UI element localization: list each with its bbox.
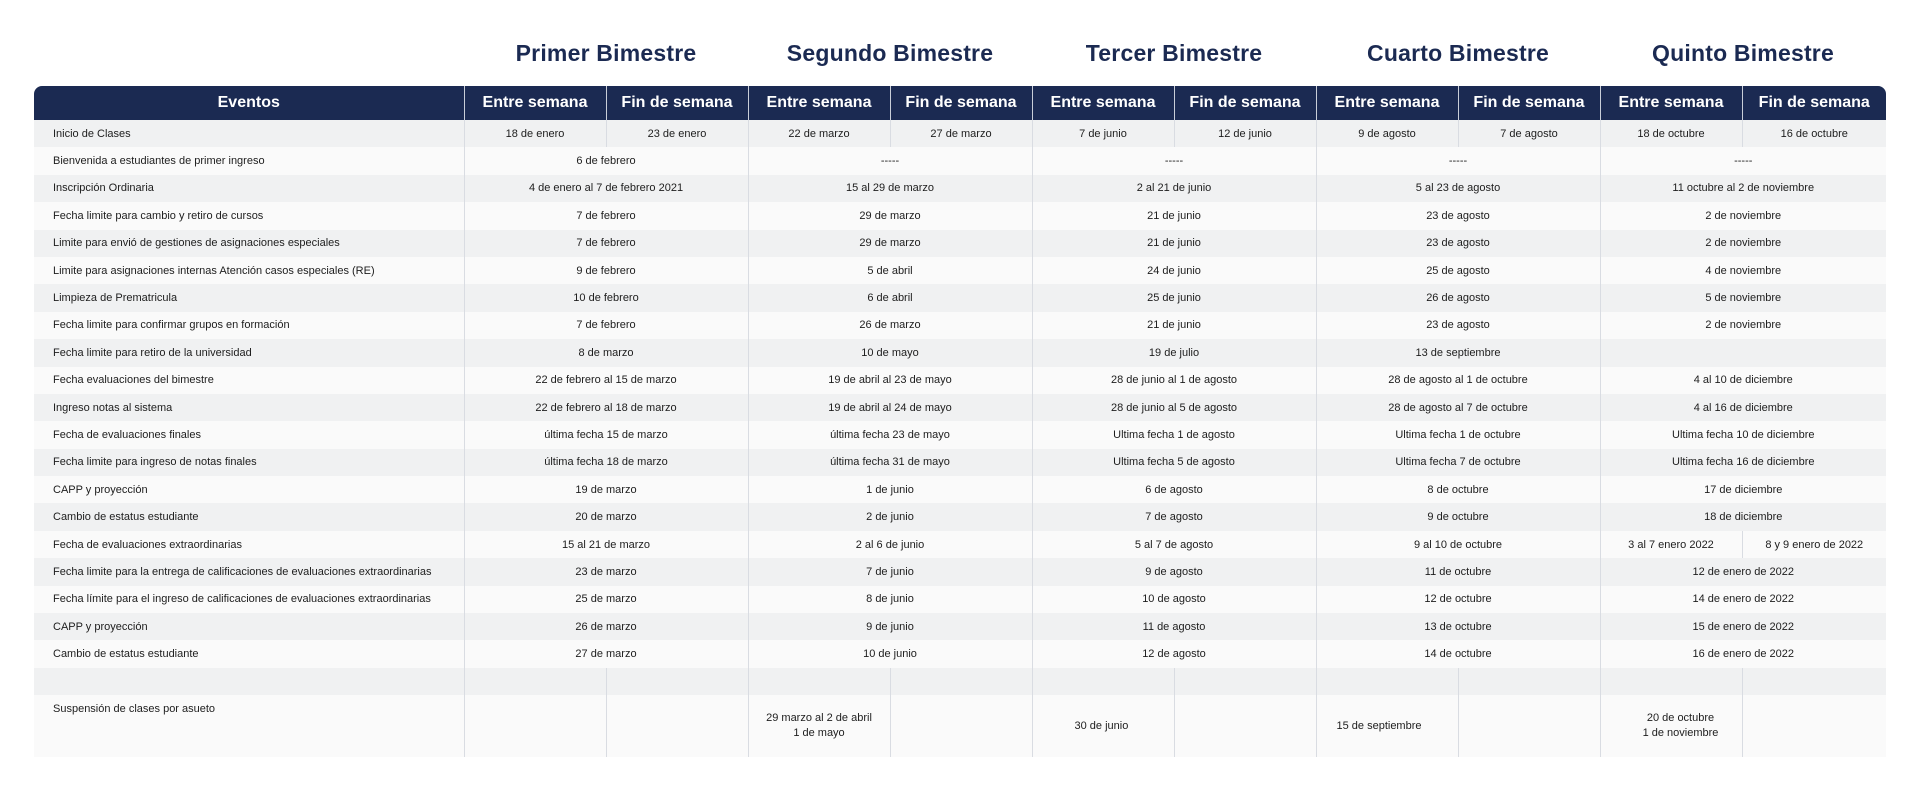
- event-label: Bienvenida a estudiantes de primer ingreso: [34, 147, 464, 174]
- empty-cell: [890, 668, 1032, 695]
- empty-cell: [1742, 668, 1886, 695]
- date-cell: 7 de febrero: [464, 230, 748, 257]
- date-cell: 11 de octubre: [1316, 558, 1600, 585]
- empty-cell: [1458, 668, 1600, 695]
- bimestre-title-1: Primer Bimestre: [515, 40, 697, 66]
- bimestre-title-3: Tercer Bimestre: [1085, 40, 1263, 66]
- suspension-row: [34, 695, 1886, 757]
- header-entre-semana: Entre semana: [1032, 86, 1174, 120]
- empty-cell: [464, 668, 606, 695]
- date-cell: 21 de junio: [1032, 202, 1316, 229]
- table-row: [34, 449, 1886, 476]
- empty-cell: [606, 695, 748, 757]
- date-cell: 28 de agosto al 1 de octubre: [1316, 367, 1600, 394]
- date-cell: 7 de febrero: [464, 202, 748, 229]
- date-cell: 15 de enero de 2022: [1600, 613, 1886, 640]
- date-cell: 28 de agosto al 7 de octubre: [1316, 394, 1600, 421]
- date-cell: 29 de marzo: [748, 230, 1032, 257]
- empty-cell: [34, 668, 464, 695]
- table-row: [34, 312, 1886, 339]
- empty-cell: [890, 695, 1032, 757]
- table-row: [34, 421, 1886, 448]
- empty-cell: [606, 668, 748, 695]
- date-cell: 10 de mayo: [748, 339, 1032, 366]
- date-cell: 17 de diciembre: [1600, 476, 1886, 503]
- table-row: [34, 558, 1886, 585]
- event-label: Limpieza de Prematricula: [34, 284, 464, 311]
- table-row: [34, 640, 1886, 667]
- table-row: [34, 394, 1886, 421]
- event-label: Fecha limite para retiro de la universidad: [34, 339, 464, 366]
- date-cell: 11 de agosto: [1032, 613, 1316, 640]
- date-cell: 21 de junio: [1032, 230, 1316, 257]
- table-row: [34, 503, 1886, 530]
- date-cell: 9 de agosto: [1032, 558, 1316, 585]
- date-cell: [1600, 695, 1742, 757]
- date-cell: 23 de enero: [606, 120, 748, 147]
- bimestre-title-5: Quinto Bimestre: [1652, 40, 1834, 66]
- table-row: [34, 284, 1886, 311]
- empty-cell: [1316, 668, 1458, 695]
- date-cell: 1 de junio: [748, 476, 1032, 503]
- event-label: Cambio de estatus estudiante: [34, 503, 464, 530]
- date-cell: Ultima fecha 5 de agosto: [1032, 449, 1316, 476]
- header-entre-semana: Entre semana: [464, 86, 606, 120]
- date-cell: -----: [1600, 147, 1886, 174]
- date-cell: 26 de marzo: [464, 613, 748, 640]
- date-cell: 2 de noviembre: [1600, 230, 1886, 257]
- date-cell: Ultima fecha 10 de diciembre: [1600, 421, 1886, 448]
- date-cell: 19 de abril al 24 de mayo: [748, 394, 1032, 421]
- date-cell: última fecha 23 de mayo: [748, 421, 1032, 448]
- date-cell: 4 al 16 de diciembre: [1600, 394, 1886, 421]
- event-label: Limite para envió de gestiones de asignaciones especiales: [34, 230, 464, 257]
- event-label: Fecha limite para la entrega de calificaciones de evaluaciones extraordinarias: [34, 558, 464, 585]
- date-cell: 16 de enero de 2022: [1600, 640, 1886, 667]
- header-fin-de-semana: Fin de semana: [1174, 86, 1316, 120]
- event-label: Ingreso notas al sistema: [34, 394, 464, 421]
- date-cell: 7 de junio: [748, 558, 1032, 585]
- date-cell: última fecha 15 de marzo: [464, 421, 748, 448]
- date-cell: 8 de marzo: [464, 339, 748, 366]
- date-cell: 7 de junio: [1032, 120, 1174, 147]
- event-label: Inscripción Ordinaria: [34, 175, 464, 202]
- date-cell: [1600, 339, 1886, 366]
- event-label: Fecha de evaluaciones extraordinarias: [34, 531, 464, 558]
- date-line: 1 de noviembre: [1642, 726, 1719, 739]
- date-cell: 9 de octubre: [1316, 503, 1600, 530]
- bimestre-title-2: Segundo Bimestre: [786, 40, 994, 66]
- date-cell: 18 de octubre: [1600, 120, 1742, 147]
- date-cell: 25 de junio: [1032, 284, 1316, 311]
- header-fin-de-semana: Fin de semana: [1458, 86, 1600, 120]
- date-cell: 26 de agosto: [1316, 284, 1600, 311]
- date-cell: 2 al 6 de junio: [748, 531, 1032, 558]
- header-entre-semana: Entre semana: [748, 86, 890, 120]
- date-cell: 5 al 23 de agosto: [1316, 175, 1600, 202]
- date-cell: 5 al 7 de agosto: [1032, 531, 1316, 558]
- date-cell: 6 de febrero: [464, 147, 748, 174]
- table-body: [34, 120, 1886, 757]
- date-cell: 28 de junio al 1 de agosto: [1032, 367, 1316, 394]
- date-cell: Ultima fecha 16 de diciembre: [1600, 449, 1886, 476]
- table-row: [34, 367, 1886, 394]
- date-cell: 18 de enero: [464, 120, 606, 147]
- table-row-spacer: [34, 668, 1886, 695]
- empty-cell: [1174, 695, 1316, 757]
- empty-cell: [1174, 668, 1316, 695]
- date-cell: 19 de julio: [1032, 339, 1316, 366]
- bimestre-title-4: Cuarto Bimestre: [1367, 40, 1549, 66]
- date-cell: -----: [1032, 147, 1316, 174]
- date-cell: 10 de febrero: [464, 284, 748, 311]
- empty-cell: [1458, 695, 1600, 757]
- table-row: [34, 476, 1886, 503]
- date-cell: 13 de septiembre: [1316, 339, 1600, 366]
- table-row: [34, 202, 1886, 229]
- date-cell: Ultima fecha 7 de octubre: [1316, 449, 1600, 476]
- date-cell: -----: [1316, 147, 1600, 174]
- date-cell: 12 de junio: [1174, 120, 1316, 147]
- date-cell: 14 de enero de 2022: [1600, 586, 1886, 613]
- date-cell: 10 de junio: [748, 640, 1032, 667]
- empty-cell: [1032, 668, 1174, 695]
- table-header-row: [34, 86, 1886, 120]
- date-cell: 25 de marzo: [464, 586, 748, 613]
- date-cell: 8 de octubre: [1316, 476, 1600, 503]
- event-label: CAPP y proyección: [34, 476, 464, 503]
- date-cell: 6 de agosto: [1032, 476, 1316, 503]
- event-label: Fecha límite para el ingreso de calificaciones de evaluaciones extraordinarias: [34, 586, 464, 613]
- date-cell: 11 octubre al 2 de noviembre: [1600, 175, 1886, 202]
- date-cell: 20 de marzo: [464, 503, 748, 530]
- calendar-wrapper: [34, 0, 1886, 757]
- date-cell: última fecha 31 de mayo: [748, 449, 1032, 476]
- date-cell: 28 de junio al 5 de agosto: [1032, 394, 1316, 421]
- date-cell: 2 de noviembre: [1600, 202, 1886, 229]
- date-cell: 19 de marzo: [464, 476, 748, 503]
- date-cell: Ultima fecha 1 de agosto: [1032, 421, 1316, 448]
- date-cell: 7 de febrero: [464, 312, 748, 339]
- date-cell: 2 de noviembre: [1600, 312, 1886, 339]
- table-row: [34, 586, 1886, 613]
- header-fin-de-semana: Fin de semana: [890, 86, 1032, 120]
- date-cell: 12 de enero de 2022: [1600, 558, 1886, 585]
- date-cell: 27 de marzo: [464, 640, 748, 667]
- table-row: [34, 339, 1886, 366]
- date-cell: 23 de agosto: [1316, 230, 1600, 257]
- date-cell: Ultima fecha 1 de octubre: [1316, 421, 1600, 448]
- date-cell: 18 de diciembre: [1600, 503, 1886, 530]
- date-line: 29 marzo al 2 de abril: [766, 711, 872, 724]
- date-cell: 22 de marzo: [748, 120, 890, 147]
- date-cell: 29 de marzo: [748, 202, 1032, 229]
- event-label: CAPP y proyección: [34, 613, 464, 640]
- date-cell: 5 de noviembre: [1600, 284, 1886, 311]
- header-entre-semana: Entre semana: [1316, 86, 1458, 120]
- date-line: 1 de mayo: [793, 726, 845, 739]
- table-row: [34, 230, 1886, 257]
- date-cell: 9 de agosto: [1316, 120, 1458, 147]
- date-cell: 23 de agosto: [1316, 312, 1600, 339]
- table-row: [34, 120, 1886, 147]
- date-cell: 13 de octubre: [1316, 613, 1600, 640]
- date-cell: 2 al 21 de junio: [1032, 175, 1316, 202]
- header-fin-de-semana: Fin de semana: [606, 86, 748, 120]
- date-cell: 4 de noviembre: [1600, 257, 1886, 284]
- bimestre-titles: [34, 0, 1886, 86]
- date-cell: 3 al 7 enero 2022: [1600, 531, 1742, 558]
- table-row: [34, 613, 1886, 640]
- empty-cell: [1742, 695, 1886, 757]
- table-row: [34, 257, 1886, 284]
- date-cell: 9 de junio: [748, 613, 1032, 640]
- event-label: Fecha limite para cambio y retiro de cursos: [34, 202, 464, 229]
- event-label: Fecha limite para confirmar grupos en formación: [34, 312, 464, 339]
- table-row: [34, 531, 1886, 558]
- date-cell: 16 de octubre: [1742, 120, 1886, 147]
- date-cell: 9 de febrero: [464, 257, 748, 284]
- date-cell: última fecha 18 de marzo: [464, 449, 748, 476]
- date-cell: 23 de agosto: [1316, 202, 1600, 229]
- event-label: Fecha de evaluaciones finales: [34, 421, 464, 448]
- date-cell: 10 de agosto: [1032, 586, 1316, 613]
- event-label: Limite para asignaciones internas Atención casos especiales (RE): [34, 257, 464, 284]
- date-cell: 6 de abril: [748, 284, 1032, 311]
- date-cell: [748, 695, 890, 757]
- date-line: 20 de octubre: [1646, 711, 1715, 724]
- empty-cell: [1600, 668, 1742, 695]
- date-cell: 15 de septiembre: [1316, 695, 1458, 757]
- event-label: Suspensión de clases por asueto: [34, 695, 464, 757]
- date-cell: 19 de abril al 23 de mayo: [748, 367, 1032, 394]
- date-cell: 7 de agosto: [1458, 120, 1600, 147]
- empty-cell: [464, 695, 606, 757]
- date-cell: 2 de junio: [748, 503, 1032, 530]
- event-label: Fecha evaluaciones del bimestre: [34, 367, 464, 394]
- event-label: Fecha limite para ingreso de notas finales: [34, 449, 464, 476]
- date-cell: 4 de enero al 7 de febrero 2021: [464, 175, 748, 202]
- calendar-table: [34, 86, 1886, 757]
- date-cell: 23 de marzo: [464, 558, 748, 585]
- date-cell: 25 de agosto: [1316, 257, 1600, 284]
- date-cell: 22 de febrero al 15 de marzo: [464, 367, 748, 394]
- date-cell: -----: [748, 147, 1032, 174]
- event-label: Inicio de Clases: [34, 120, 464, 147]
- date-cell: 27 de marzo: [890, 120, 1032, 147]
- table-row: [34, 175, 1886, 202]
- date-cell: 14 de octubre: [1316, 640, 1600, 667]
- date-cell: 21 de junio: [1032, 312, 1316, 339]
- empty-cell: [748, 668, 890, 695]
- date-cell: 5 de abril: [748, 257, 1032, 284]
- date-cell: 15 al 21 de marzo: [464, 531, 748, 558]
- date-cell: 8 y 9 enero de 2022: [1742, 531, 1886, 558]
- date-cell: 26 de marzo: [748, 312, 1032, 339]
- date-cell: 12 de octubre: [1316, 586, 1600, 613]
- header-fin-de-semana: Fin de semana: [1742, 86, 1886, 120]
- date-cell: 8 de junio: [748, 586, 1032, 613]
- header-entre-semana: Entre semana: [1600, 86, 1742, 120]
- date-cell: 15 al 29 de marzo: [748, 175, 1032, 202]
- table-row: [34, 147, 1886, 174]
- header-eventos: Eventos: [34, 86, 464, 120]
- date-cell: 7 de agosto: [1032, 503, 1316, 530]
- date-cell: 22 de febrero al 18 de marzo: [464, 394, 748, 421]
- event-label: Cambio de estatus estudiante: [34, 640, 464, 667]
- date-cell: 9 al 10 de octubre: [1316, 531, 1600, 558]
- date-cell: 4 al 10 de diciembre: [1600, 367, 1886, 394]
- date-cell: 12 de agosto: [1032, 640, 1316, 667]
- date-cell: 30 de junio: [1032, 695, 1174, 757]
- date-cell: 24 de junio: [1032, 257, 1316, 284]
